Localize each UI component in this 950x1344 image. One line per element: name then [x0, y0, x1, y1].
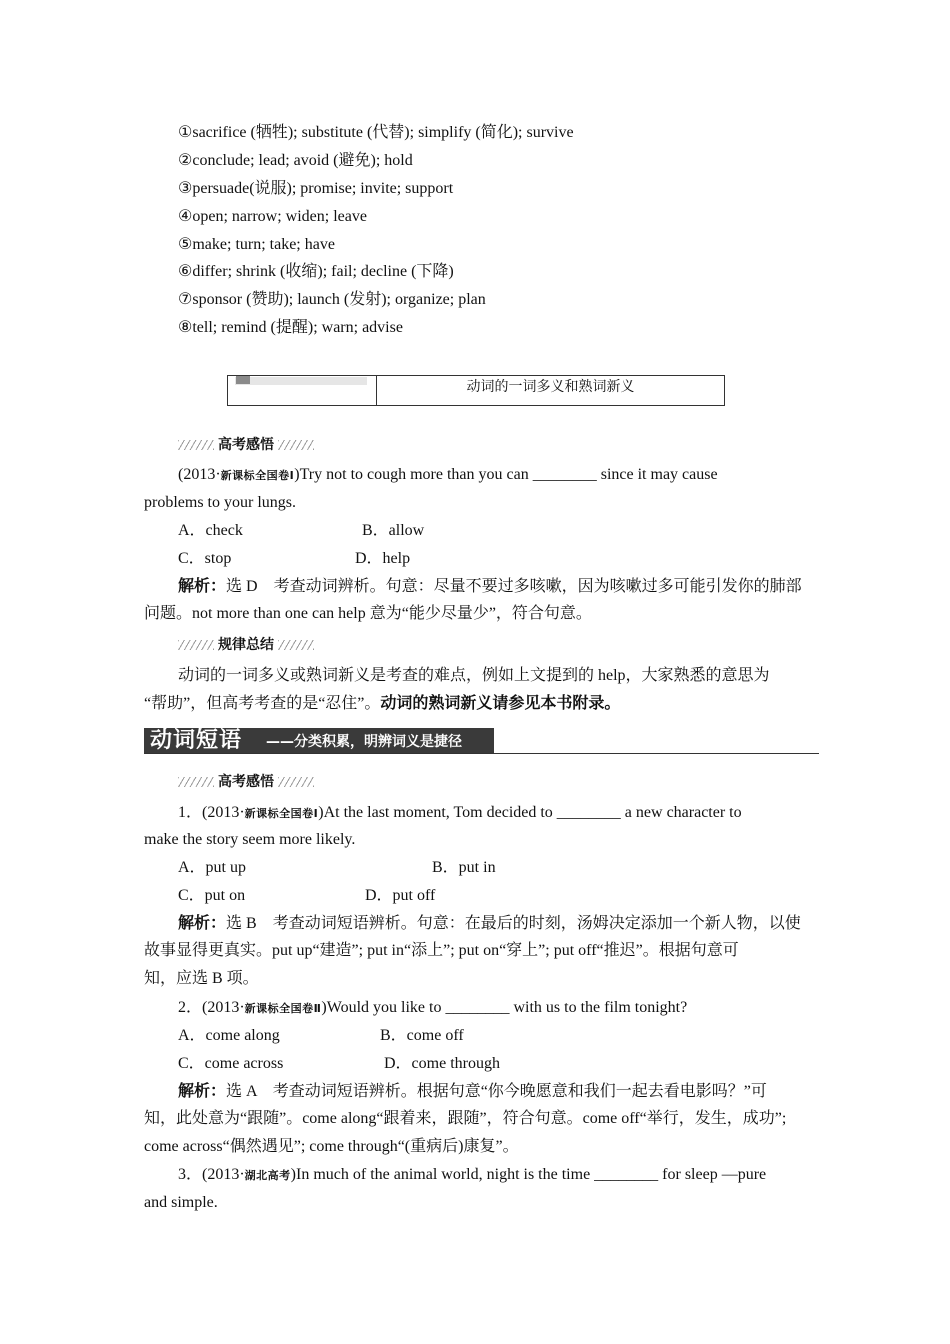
question-line: 2．(2013·新课标全国卷Ⅱ)Would you like to ________ with us to the film tonight?: [178, 999, 688, 1016]
question-line: and simple.: [144, 1194, 218, 1211]
answer-line: ⑥differ; shrink (收缩); fail; decline (下降): [178, 263, 454, 280]
option-c: C．come across: [178, 1055, 284, 1072]
subsection-heading: 高考感悟: [178, 435, 314, 455]
summary-line: “帮助”，但高考考查的是“忍住”。动词的熟词新义请参见本书附录。: [144, 693, 621, 712]
analysis-line: 知，此处意为“跟随”。come along“跟着来，跟随”，符合句意。come off“举行，发生，成功”;: [144, 1110, 787, 1127]
answer-line: ③persuade(说服); promise; invite; support: [178, 180, 454, 197]
hatch-decoration: [178, 640, 214, 650]
analysis-line: 知，应选 B 项。: [144, 970, 259, 987]
option-c: C．stop: [178, 550, 232, 567]
analysis-line: come across“偶然遇见”; come through“(重病后)康复”。: [144, 1138, 519, 1155]
answer-line: ②conclude; lead; avoid (避免); hold: [178, 152, 413, 169]
option-d: D．help: [355, 550, 411, 567]
answer-line: ①sacrifice (牺牲); substitute (代替); simplify (简化); survive: [178, 124, 574, 141]
hatch-decoration: [278, 640, 314, 650]
banner-subtitle: ——分类积累，明辨词义是捷径: [266, 734, 462, 750]
answer-line: ⑦sponsor (赞助); launch (发射); organize; plan: [178, 291, 486, 308]
answer-line: ④open; narrow; widen; leave: [178, 208, 367, 225]
option-a: A．come along: [178, 1027, 280, 1044]
analysis-line: 解析：选 B 考查动词短语辨析。句意：在最后的时刻，汤姆决定添加一个新人物，以使: [178, 913, 801, 932]
hatch-decoration: [278, 440, 314, 450]
option-a: A．put up: [178, 859, 247, 876]
question-line: 3．(2013·湖北高考)In much of the animal world, night is the time ________ for sleep —pure: [178, 1166, 767, 1183]
question-source: 湖北高考: [244, 1169, 291, 1182]
chapter-banner: [144, 728, 494, 754]
hatch-decoration: [178, 777, 214, 787]
hatch-decoration: [178, 440, 214, 450]
question-source: 新课标全国卷Ⅰ: [244, 807, 319, 820]
option-d: D．put off: [365, 887, 436, 904]
section-number-mark: [236, 376, 250, 384]
analysis-label: 解析：: [178, 576, 227, 595]
option-c: C．put on: [178, 887, 246, 904]
banner-title: 动词短语: [150, 728, 243, 753]
question-source: 新课标全国卷Ⅰ: [220, 469, 295, 482]
hatch-decoration: [278, 777, 314, 787]
option-a: A．check: [178, 522, 243, 539]
question-line: 1．(2013·新课标全国卷Ⅰ)At the last moment, Tom decided to ________ a new character to: [178, 804, 742, 821]
analysis-label: 解析：: [178, 913, 227, 932]
section-title-box: [227, 375, 725, 406]
section-number-cell: [228, 376, 377, 405]
option-b: B．come off: [380, 1027, 464, 1044]
analysis-label: 解析：: [178, 1081, 227, 1100]
option-b: B．put in: [432, 859, 496, 876]
analysis-line: 问题。not more than one can help 意为“能少尽量少”，符合句意。: [144, 605, 592, 622]
subsection-heading: 规律总结: [178, 635, 314, 655]
banner-rule: [144, 753, 819, 754]
subsection-heading: 高考感悟: [178, 772, 314, 792]
section-title: 动词的一词多义和熟词新义: [466, 379, 635, 395]
section-tab: [235, 377, 367, 385]
question-source: 新课标全国卷Ⅱ: [244, 1002, 322, 1015]
answer-line: ⑤make; turn; take; have: [178, 236, 335, 253]
question-line: make the story seem more likely.: [144, 831, 356, 848]
summary-line: 动词的一词多义或熟词新义是考查的难点，例如上文提到的 help，大家熟悉的意思为: [178, 667, 770, 684]
analysis-line: 解析：选 D 考查动词辨析。句意：尽量不要过多咳嗽，因为咳嗽过多可能引发你的肺部: [178, 576, 802, 595]
option-d: D．come through: [384, 1055, 500, 1072]
question-line: (2013·新课标全国卷Ⅰ)Try not to cough more than you can ________ since it may cause: [178, 466, 718, 483]
analysis-line: 故事显得更真实。put up“建造”; put in“添上”; put on“穿上”; put off“推迟”。根据句意可: [144, 942, 739, 959]
answer-line: ⑧tell; remind (提醒); warn; advise: [178, 319, 403, 336]
option-b: B．allow: [362, 522, 425, 539]
question-line: problems to your lungs.: [144, 494, 296, 511]
analysis-line: 解析：选 A 考查动词短语辨析。根据句意“你今晚愿意和我们一起去看电影吗？”可: [178, 1081, 767, 1100]
